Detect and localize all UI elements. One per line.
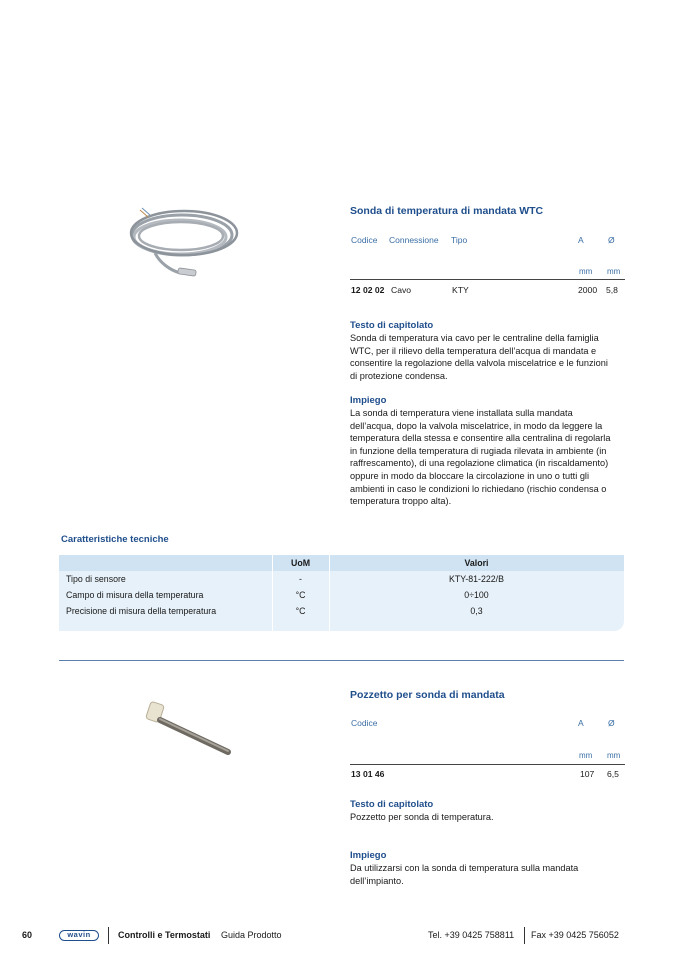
footer-divider [108,927,109,944]
footer-tel: Tel. +39 0425 758811 [428,930,515,940]
tech-table [59,555,624,631]
impiego-title: Impiego [350,850,387,861]
unit-a: mm [579,267,593,276]
col-header-codice: Codice [351,718,378,728]
col-header-a: A [578,235,584,245]
col-header-codice: Codice [351,235,378,245]
capitolato-text: Sonda di temperatura via cavo per le centraline della famiglia WTC, per il rilievo della temperatura dell’acqua di mandata e consentire la regolazione della valvola miscelatrice e le funzioni di protezione condensa. [350,333,608,381]
product-title: Pozzetto per sonda di mandata [350,689,505,701]
section-divider [59,660,624,661]
product-code: 13 01 46 [351,769,385,779]
footer-section: Controlli e Termostati [118,930,211,940]
unit-diameter: mm [607,751,621,760]
table-rule [350,764,625,765]
tech-header-uom: UoM [290,558,311,568]
connessione-value: Cavo [391,285,412,295]
a-value: 2000 [578,285,598,295]
capitolato-title: Testo di capitolato [350,320,434,331]
footer-divider [524,927,525,944]
col-header-connessione: Connessione [389,235,439,245]
tech-header-row [59,555,624,571]
column-divider [329,555,330,631]
thermowell-image [120,690,242,770]
impiego-title: Impiego [350,395,387,406]
impiego-text: La sonda di temperatura viene installata sulla mandata dell’acqua, dopo la valvola miscelatrice, in modo da leggere la temperatura della stessa e consentire alla centralina di regolarla in funzione della temperatura di rugiada rilevata in ambiente (in raffrescamento), di una regolazione climatica (in riscaldamento) oppure in modo da bloccare la circolazione in uno o tutti gli ambienti in caso le condizioni lo richiedano (rischio condensa o temperatura troppo alta). [350,408,611,507]
col-header-diameter: Ø [608,718,615,728]
footer-guide: Guida Prodotto [221,930,282,940]
wavin-logo: wavin [59,930,99,941]
tipo-value: KTY [452,285,469,295]
unit-a: mm [579,751,593,760]
a-value: 107 [580,769,595,779]
table-row: Campo di misura della temperatura °C 0÷100 [66,590,489,600]
capitolato-title: Testo di capitolato [350,799,434,810]
tech-header-valori: Valori [464,558,489,568]
col-header-a: A [578,718,584,728]
table-row: Tipo di sensore - KTY-81-222/B [66,574,504,584]
tech-title: Caratteristiche tecniche [61,534,169,545]
table-row: Precisione di misura della temperatura °C 0,3 [66,606,483,616]
diameter-value: 6,5 [607,769,619,779]
product-title: Sonda di temperatura di mandata WTC [350,205,544,217]
product-code: 12 02 02 [351,285,385,295]
col-header-tipo: Tipo [451,235,468,245]
capitolato-text: Pozzetto per sonda di temperatura. [350,812,494,822]
col-header-diameter: Ø [608,235,615,245]
column-divider [272,555,273,631]
impiego-text: Da utilizzarsi con la sonda di temperatura sulla mandata dell’impianto. [350,863,579,886]
footer-fax: Fax +39 0425 756052 [531,930,619,940]
sensor-cable-image [120,195,242,285]
page-number: 60 [22,930,33,940]
unit-diameter: mm [607,267,621,276]
diameter-value: 5,8 [606,285,618,295]
table-rule [350,279,625,280]
